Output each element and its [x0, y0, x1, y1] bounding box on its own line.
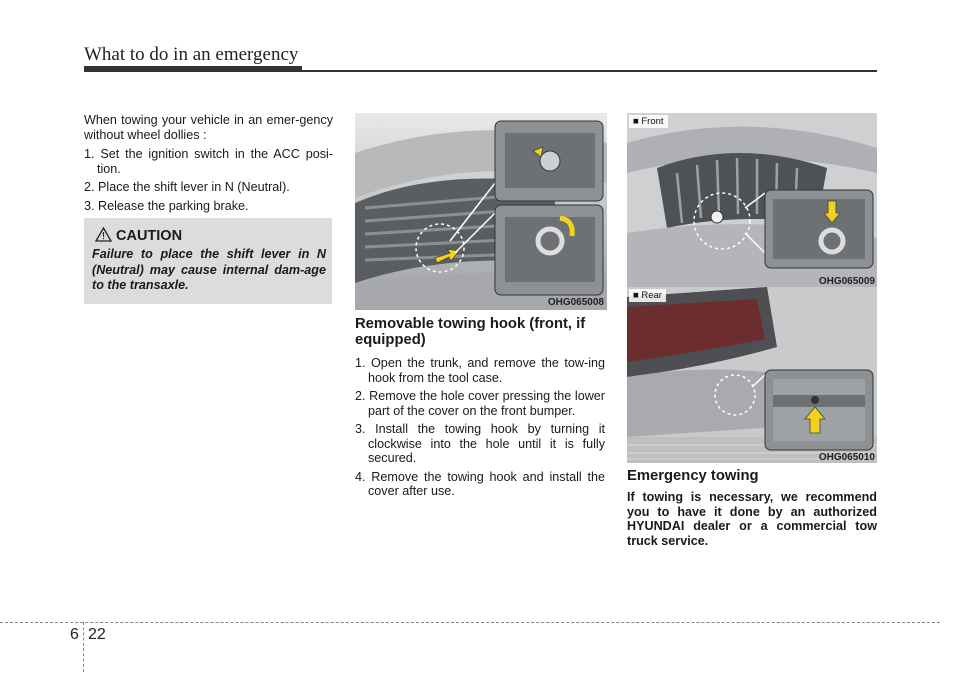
hook-steps-list	[355, 356, 605, 499]
intro-text: When towing your vehicle in an emer-gency without wheel dollies :	[84, 113, 333, 142]
list-item: 3. Install the towing hook by turning it clockwise into the hole until it is fully secured.	[355, 422, 605, 465]
section-heading-emergency-towing: Emergency towing	[627, 468, 759, 484]
car-front-illustration	[355, 113, 607, 310]
figure-code: OHG065010	[818, 452, 875, 463]
car-front-hook-illustration	[627, 113, 877, 287]
list-item: 1. Open the trunk, and remove the tow-ing hook from the tool case.	[355, 356, 605, 385]
footer-divider	[83, 622, 84, 672]
section-heading-removable-hook: Removable towing hook (front, if equipped)	[355, 316, 586, 348]
list-item: 1. Set the ignition switch in the ACC posi-tion.	[84, 147, 333, 176]
caution-text: Failure to place the shift lever in N (Neutral) may cause internal dam-age to the transaxle.	[92, 247, 326, 292]
figure-label-rear: ■ Rear	[629, 289, 666, 302]
page-number: 22	[88, 626, 106, 643]
list-item: 2. Remove the hole cover pressing the lower part of the cover on the front bumper.	[355, 389, 605, 418]
left-column	[84, 113, 333, 217]
figure-label-front: ■ Front	[629, 115, 668, 128]
figure-code: OHG065009	[818, 276, 875, 287]
footer-rule	[0, 622, 940, 623]
caution-title: CAUTION	[116, 228, 183, 244]
front-towing-figure	[627, 113, 877, 287]
section-number: 6	[70, 626, 79, 643]
list-item: 3. Release the parking brake.	[84, 198, 249, 213]
middle-column	[355, 316, 605, 503]
list-item: 4. Remove the towing hook and install the cover after use.	[355, 469, 605, 498]
figure-code: OHG065008	[547, 297, 604, 308]
rear-towing-figure	[627, 287, 877, 463]
car-rear-hook-illustration	[627, 287, 877, 463]
caution-box	[84, 218, 332, 304]
header-rule	[84, 70, 877, 72]
emergency-towing-text: If towing is necessary, we recommend you to have it done by an authorized HYUNDAI dealer or a commercial tow truck service.	[627, 490, 877, 548]
warning-triangle-icon	[95, 227, 112, 242]
towing-steps-list	[84, 147, 333, 213]
front-towing-hook-figure	[355, 113, 607, 310]
right-column	[627, 468, 877, 548]
list-item: 2. Place the shift lever in N (Neutral).	[84, 180, 290, 194]
page-header-title: What to do in an emergency	[84, 44, 299, 65]
